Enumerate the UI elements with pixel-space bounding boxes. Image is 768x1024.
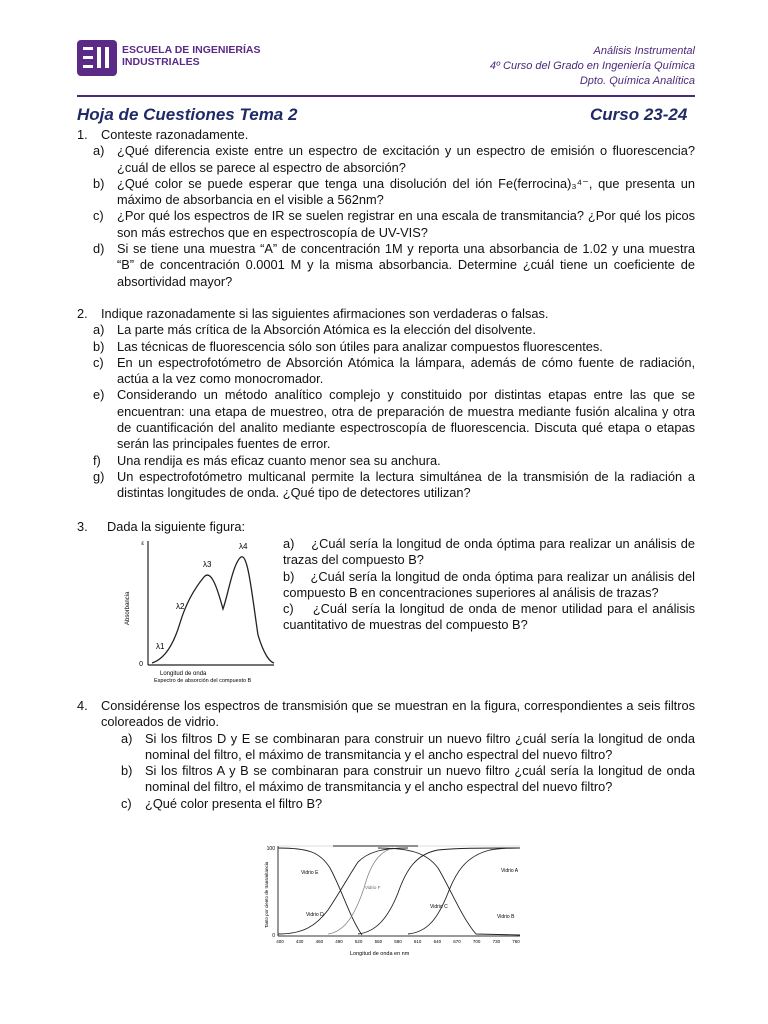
lambda-2-label: λ2 [176, 602, 185, 611]
absorption-spectrum-figure [120, 535, 280, 685]
item-label: c) [93, 208, 104, 224]
subject-name: Análisis Instrumental [593, 45, 695, 57]
item-label: b) [283, 568, 295, 584]
label-vidrio-b: Vidrio B [497, 914, 515, 920]
logo-line-2: INDUSTRIALES [122, 56, 200, 68]
item-text: ¿Cuál sería la longitud de onda óptima para realizar un análisis del compuesto B en concentraciones superiores al análisis de trazas? [283, 568, 695, 600]
filter-transmission-figure [258, 838, 528, 968]
x-tick-label: 610 [413, 939, 422, 944]
item-text: Si los filtros D y E se combinaran para construir un nuevo filtro ¿cuál sería la longitud de onda nominal del filtro, el máximo de transmitancia y el ancho espectral del nuevo filtro? [145, 730, 695, 762]
item-label: f) [93, 452, 101, 468]
label-vidrio-e: Vidrio E [301, 870, 319, 876]
x-tick-label: 670 [453, 939, 461, 944]
x-tick-label: 550 [374, 939, 383, 944]
x-tick-label: 730 [492, 939, 501, 944]
spectrum-curve [152, 557, 274, 663]
header-course-info [490, 44, 695, 89]
item-label: a) [93, 143, 105, 159]
question-number: 3. [77, 519, 88, 534]
item-label: a) [93, 322, 105, 338]
logo-line-1: ESCUELA DE INGENIERÍAS [122, 44, 261, 56]
lambda-1-label: λ1 [156, 642, 165, 651]
course-year: Curso 23-24 [590, 105, 688, 124]
item-text: La parte más crítica de la Absorción Atómica es la elección del disolvente. [117, 322, 536, 338]
item-text: ¿Qué color se puede esperar que tenga una disolución del ión Fe(ferrocina)₃⁴⁻, que presenta un máximo de absorbancia en el visible a 562nm? [117, 175, 695, 208]
question-text: Considérense los espectros de transmisión que se muestran en la figura, correspondientes a seis filtros coloreados de vidrio. [101, 698, 695, 730]
department-name: Dpto. Química Analítica [579, 75, 695, 87]
lambda-3-label: λ3 [203, 560, 212, 569]
x-axis-label: Longitud de onda [160, 671, 207, 677]
item-label: a) [283, 536, 295, 551]
label-vidrio-a: Vidrio A [501, 868, 519, 874]
item-text: ¿Cuál sería la longitud de onda óptima para realizar un análisis de trazas del compuesto B? [283, 536, 695, 568]
y-top-tick: ε [141, 541, 144, 547]
zero-label: 0 [139, 661, 143, 668]
label-vidrio-d: Vidrio D [306, 912, 324, 918]
question-number: 2. [77, 306, 88, 321]
question-text: Dada la siguiente figura: [107, 519, 246, 534]
question-2 [77, 306, 695, 502]
item-text: Considerando un método analítico complejo y constituido por distintas etapas entre las que se encuentran: una etapa de muestreo, otra de preparación de muestra mediante fusión alcalina y otra de cuantificación del analito mediante espectroscopía de fluorescencia. Discuta qué etapa o etapas serán las principales fuentes de error. [117, 387, 695, 452]
x-tick-label: 400 [276, 939, 284, 944]
x-tick-label: 700 [472, 939, 481, 944]
item-label: c) [283, 601, 294, 617]
item-text: ¿Qué diferencia existe entre un espectro de excitación y un espectro de emisión o fluorescencia? ¿cuál de ellos se parece al espectro de absorción? [117, 143, 695, 175]
item-label: b) [93, 175, 105, 191]
x-tick-label: 460 [315, 939, 324, 944]
figure-caption: Espectro de absorción del compuesto B [154, 678, 252, 684]
degree-name: 4º Curso del Grado en Ingeniería Química [489, 60, 695, 72]
item-label: d) [93, 241, 105, 257]
label-vidrio-f: Vidrio F [365, 885, 381, 890]
logo-text [122, 44, 260, 68]
item-text: ¿Por qué los espectros de IR se suelen registrar en una escala de transmitancia? ¿Por qué los picos son más estrechos que en espectroscopía de UV-VIS? [117, 208, 695, 240]
item-text: ¿Qué color presenta el filtro B? [145, 795, 323, 811]
question-text: Indique razonadamente si las siguientes afirmaciones son verdaderas o falsas. [101, 306, 549, 321]
question-4 [77, 698, 695, 812]
x-tick-label: 640 [433, 939, 442, 944]
item-label: b) [93, 338, 105, 354]
header-divider [77, 95, 695, 97]
item-label: e) [93, 387, 105, 403]
x-axis-label: Longitud de onda en nm [350, 951, 410, 957]
question-number: 4. [77, 698, 88, 713]
question-number: 1. [77, 127, 88, 142]
y-bottom-tick: 0 [272, 933, 275, 939]
x-tick-label: 580 [394, 939, 402, 944]
x-tick-label: 490 [335, 939, 343, 944]
label-vidrio-c: Vidrio C [430, 904, 448, 910]
x-tick-label: 430 [295, 939, 304, 944]
lambda-4-label: λ4 [239, 542, 248, 551]
item-text: En un espectrofotómetro de Absorción Atómica la lámpara, además de cómo fuente de radiación, actúa a la vez como monocromador. [117, 354, 695, 387]
item-label: c) [121, 795, 132, 811]
item-text: Si se tiene una muestra “A” de concentración 1M y reporta una absorbancia de 1.02 y una muestra “B” de concentración 0.0001 M y la misma absorbancia. Determine ¿cuál tiene un coeficiente de absortividad mayor? [117, 241, 695, 289]
question-3-header [77, 519, 277, 535]
x-tick-label: 760 [512, 939, 520, 944]
item-label: b) [121, 763, 133, 779]
question-text: Conteste razonadamente. [101, 127, 249, 142]
item-text: Las técnicas de fluorescencia sólo son útiles para analizar compuestos fluorescentes. [117, 338, 603, 354]
item-label: g) [93, 468, 105, 484]
item-label: c) [93, 354, 104, 370]
logo-icon [77, 40, 117, 76]
item-label: a) [121, 730, 133, 746]
y-axis-label: Absorbancia [125, 591, 131, 625]
page-title: Hoja de Cuestiones Tema 2 [77, 105, 298, 124]
item-text: ¿Cuál sería la longitud de onda de menor utilidad para el análisis cuantitativo de muestras del compuesto B? [283, 601, 695, 633]
y-axis-label: Tanto por ciento de transmitancia [264, 861, 269, 928]
question-1 [77, 127, 695, 290]
item-text: Si los filtros A y B se combinaran para construir un nuevo filtro ¿cuál sería la longitud de onda nominal del filtro, el máximo de transmitancia y el ancho espectral del nuevo filtro? [145, 763, 695, 795]
y-top-tick: 100 [266, 846, 275, 852]
item-text: Una rendija es más eficaz cuanto menor sea su anchura. [117, 452, 441, 468]
question-3-items [283, 536, 695, 634]
item-text: Un espectrofotómetro multicanal permite la lectura simultánea de la transmisión de la radiación a distintas longitudes de onda. ¿Qué tipo de detectores utilizan? [117, 468, 695, 501]
x-tick-label: 520 [354, 939, 363, 944]
